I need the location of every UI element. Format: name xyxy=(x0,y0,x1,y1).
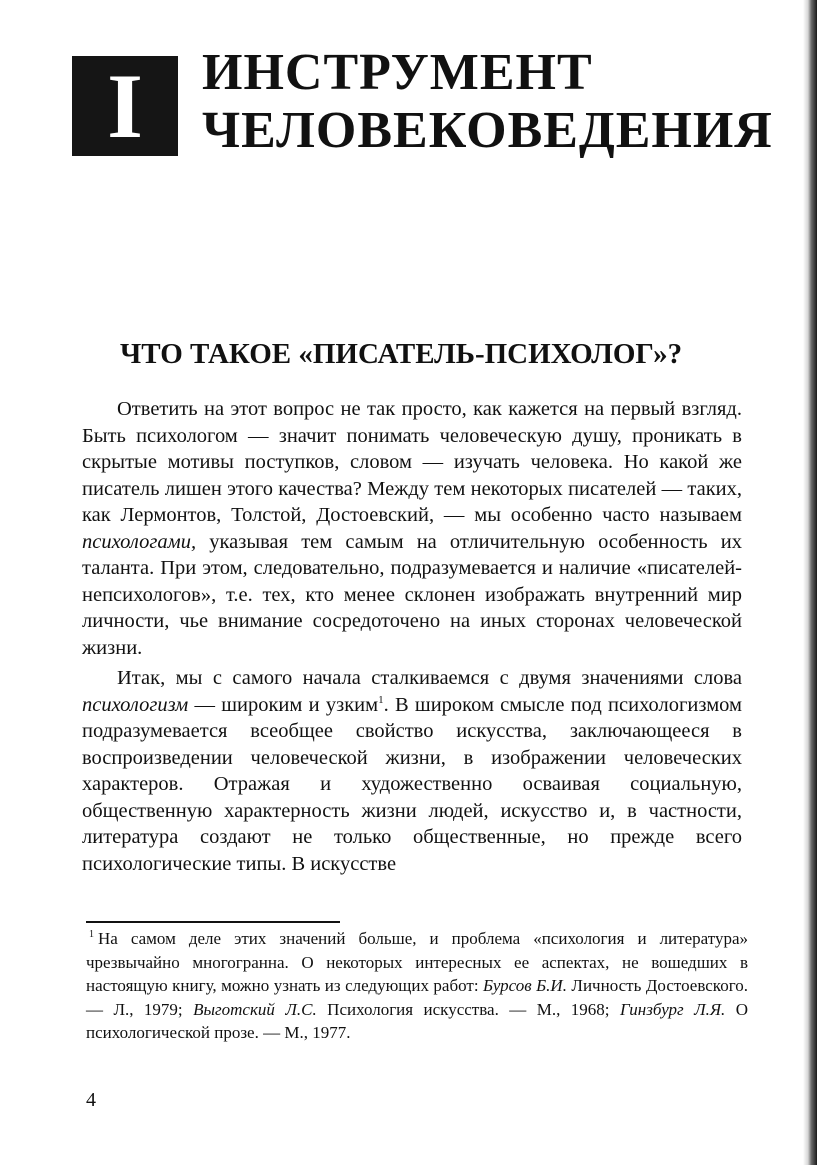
chapter-title xyxy=(202,44,773,160)
footnote-text-d: О психологической прозе. — М., 1977. xyxy=(86,999,749,1042)
emphasis-psychologists: психологами, xyxy=(82,530,197,553)
paragraph-2-text-b: — широким и узким xyxy=(194,693,379,716)
footnote-text-a: На самом деле этих значений больше, и проблема «психология и литература» чрезвычайно многогранна. О некоторых интересных ее аспектах, не вошедших в настоящую книгу, можно узнать из следующих работ: xyxy=(86,929,748,995)
chapter-title-line-2: ЧЕЛОВЕКОВЕДЕНИЯ xyxy=(202,102,773,159)
paragraph-2-text-a: Итак, мы с самого начала сталкиваемся с двумя значениями слова xyxy=(117,667,742,689)
footnote-paragraph xyxy=(86,927,748,1045)
chapter-numeral: I xyxy=(107,55,143,157)
footnote xyxy=(86,927,748,1045)
chapter-title-line-1: ИНСТРУМЕНТ xyxy=(202,44,593,101)
paragraph-1 xyxy=(82,396,742,661)
paragraph-1-text-b: указывая тем самым на отличительную особенность их таланта. При этом, следовательно, подразумевается и наличие «писателей-непсихологов», т.е. тех, кто менее склонен изображать внутренний мир личности, чье внимание сосредоточено на иных сторонах человеческой жизни. xyxy=(82,530,742,659)
footnote-reference: 1 xyxy=(378,693,384,706)
footnote-author-1: Бурсов Б.И. xyxy=(483,976,567,995)
footnote-text-c: Психология искусства. — М., 1968; xyxy=(327,999,610,1019)
scanned-page-edge xyxy=(803,0,817,1165)
section-heading: ЧТО ТАКОЕ «ПИСАТЕЛЬ-ПСИХОЛОГ»? xyxy=(120,338,683,370)
footnote-divider xyxy=(86,921,340,923)
chapter-number-block xyxy=(72,56,178,156)
page-number: 4 xyxy=(86,1089,96,1111)
paragraph-2-text-c: . В широком смысле под психологизмом подразумевается всеобщее свойство искусства, заключающееся в воспроизведении человеческой жизни, в изображении человеческих характеров. Отражая и художественно осваивая социальную, общественную характерность жизни людей, искусство и, в частности, литература создают не только общественные, но прежде всего психологические типы. В искусстве xyxy=(82,693,742,875)
body-text xyxy=(82,396,742,881)
footnote-text-b: Личность Достоевского. — Л., 1979; xyxy=(86,976,749,1019)
footnote-marker: 1 xyxy=(89,929,94,941)
footnote-author-3: Гинзбург Л.Я. xyxy=(619,999,726,1019)
paragraph-1-text-a: Ответить на этот вопрос не так просто, как кажется на первый взгляд. Быть психологом — значит понимать человеческую душу, проникать в скрытые мотивы поступков, словом — изучать человека. Но какой же писатель лишен этого качества? Между тем некоторых писателей — таких, как Лермонтов, Толстой, Достоевский, — мы особенно часто называем xyxy=(82,398,742,526)
footnote-author-2: Выготский Л.С. xyxy=(193,999,317,1019)
emphasis-psychologism: психологизм xyxy=(82,693,189,716)
paragraph-2 xyxy=(82,665,742,877)
